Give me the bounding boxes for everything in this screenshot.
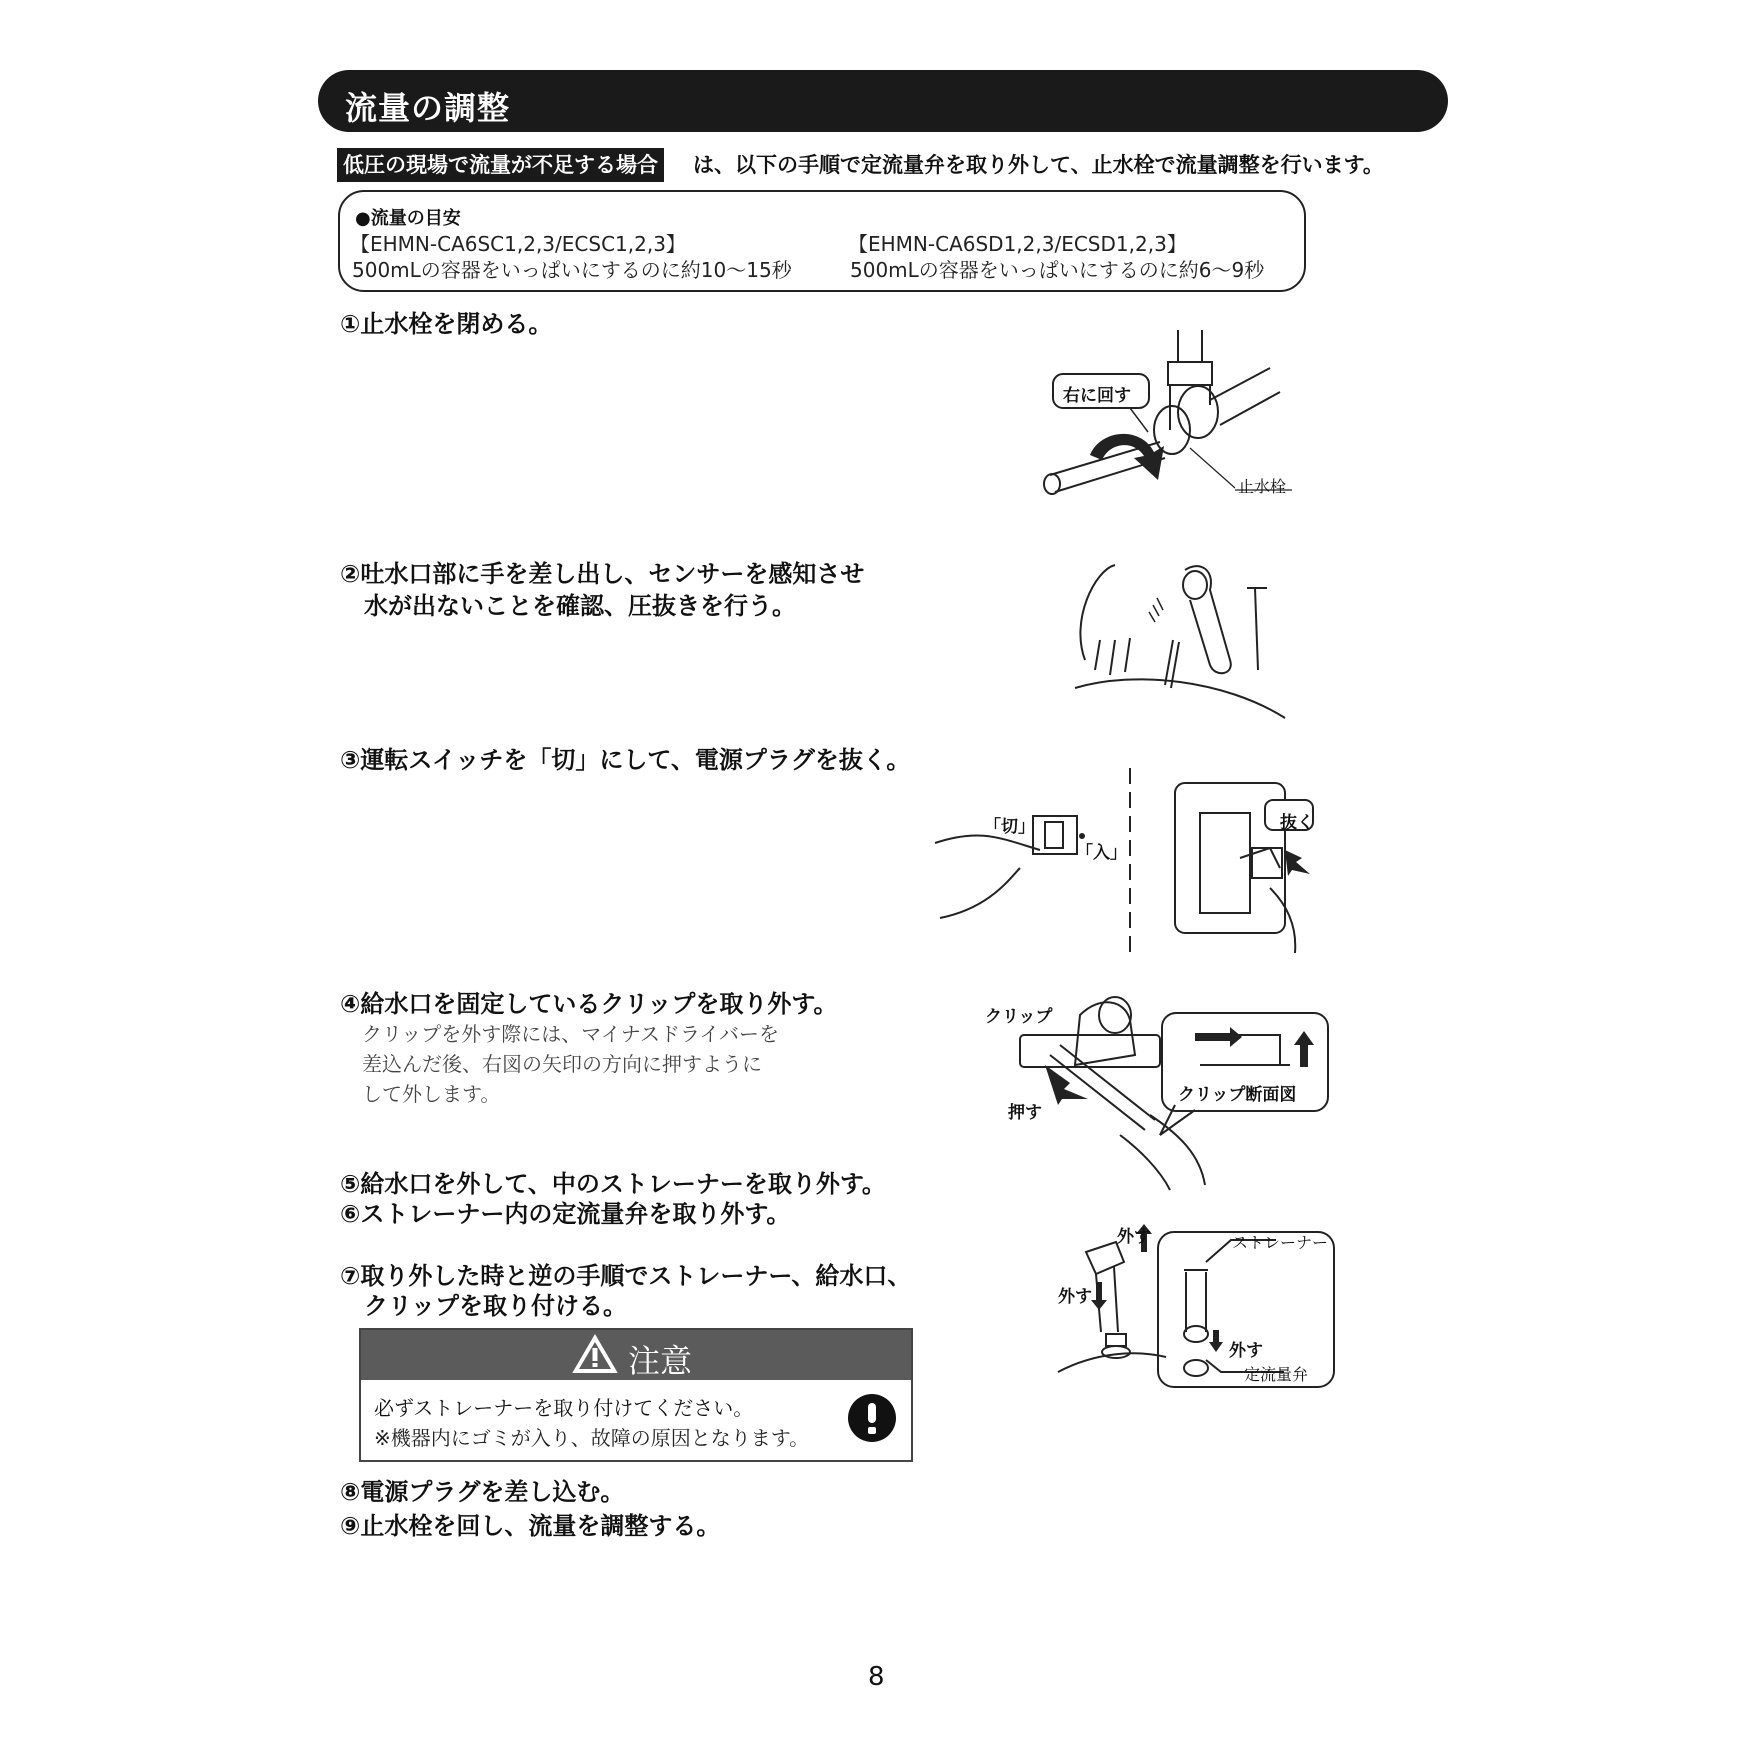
step-9: ⑨止水栓を回し、流量を調整する。 <box>340 1512 721 1540</box>
step-1: ①止水栓を閉める。 <box>340 310 553 338</box>
fig4-clip-label: クリップ <box>985 1007 1053 1027</box>
flow-guide-title: ●流量の目安 <box>355 208 461 229</box>
guide-right-time: 500mLの容器をいっぱいにするのに約6～9秒 <box>850 258 1265 282</box>
fig1-stop-valve-label: 止水栓 <box>1238 477 1287 496</box>
stop-valve-illustration <box>1030 330 1300 530</box>
fig5-remove-label-left: 外す <box>1058 1287 1092 1307</box>
switch-and-plug-illustration <box>930 768 1330 968</box>
fig5-strainer-label: ストレーナー <box>1232 1233 1329 1252</box>
fig5-remove-label-top: 外す <box>1117 1227 1151 1247</box>
step-4-sub3: して外します。 <box>362 1082 501 1106</box>
step-6: ⑥ストレーナー内の定流量弁を取り外す。 <box>340 1200 791 1228</box>
step-5: ⑤給水口を外して、中のストレーナーを取り外す。 <box>340 1170 886 1198</box>
sensor-faucet-illustration <box>1075 560 1295 720</box>
step-8: ⑧電源プラグを差し込む。 <box>340 1478 625 1506</box>
step-4: ④給水口を固定しているクリップを取り外す。 <box>340 990 838 1018</box>
mandatory-icon <box>848 1394 896 1442</box>
intro-text: は、以下の手順で定流量弁を取り外して、止水栓で流量調整を行います。 <box>693 153 1384 177</box>
page-title: 流量の調整 <box>345 89 511 127</box>
caution-title: 注意 <box>628 1342 693 1380</box>
step-7-line2: クリップを取り付ける。 <box>364 1292 628 1320</box>
fig4-push-label: 押す <box>1008 1103 1042 1123</box>
step-7-line1: ⑦取り外した時と逆の手順でストレーナー、給水口、 <box>340 1262 912 1290</box>
fig3-off-label: 「切」 <box>984 817 1035 837</box>
fig4-section-label: クリップ断面図 <box>1178 1085 1297 1105</box>
step-2-line1: ②吐水口部に手を差し出し、センサーを感知させ <box>340 560 865 588</box>
page-number: 8 <box>868 1662 885 1692</box>
step-2-line2: 水が出ないことを確認、圧抜きを行う。 <box>364 592 796 620</box>
fig5-remove-label-right: 外す <box>1229 1341 1263 1361</box>
step-3: ③運転スイッチを「切」にして、電源プラグを抜く。 <box>340 746 911 774</box>
fig5-valve-label: 定流量弁 <box>1244 1365 1309 1384</box>
guide-left-model: 【EHMN-CA6SC1,2,3/ECSC1,2,3】 <box>350 232 686 256</box>
intro-highlight: 低圧の現場で流量が不足する場合 <box>337 148 664 182</box>
step-4-sub1: クリップを外す際には、マイナスドライバーを <box>362 1022 779 1046</box>
caution-main-text: 必ずストレーナーを取り付けてください。 <box>374 1396 754 1420</box>
step-4-sub2: 差込んだ後、右図の矢印の方向に押すように <box>362 1052 762 1076</box>
fig1-turn-right-label: 右に回す <box>1063 386 1131 406</box>
fig3-pull-label: 抜く <box>1280 813 1314 833</box>
guide-left-time: 500mLの容器をいっぱいにするのに約10～15秒 <box>352 258 792 282</box>
guide-right-model: 【EHMN-CA6SD1,2,3/ECSD1,2,3】 <box>848 232 1187 256</box>
caution-note-text: ※機器内にゴミが入り、故障の原因となります。 <box>374 1426 810 1450</box>
fig3-on-label: 「入」 <box>1076 843 1127 863</box>
warning-triangle-icon <box>572 1333 618 1375</box>
